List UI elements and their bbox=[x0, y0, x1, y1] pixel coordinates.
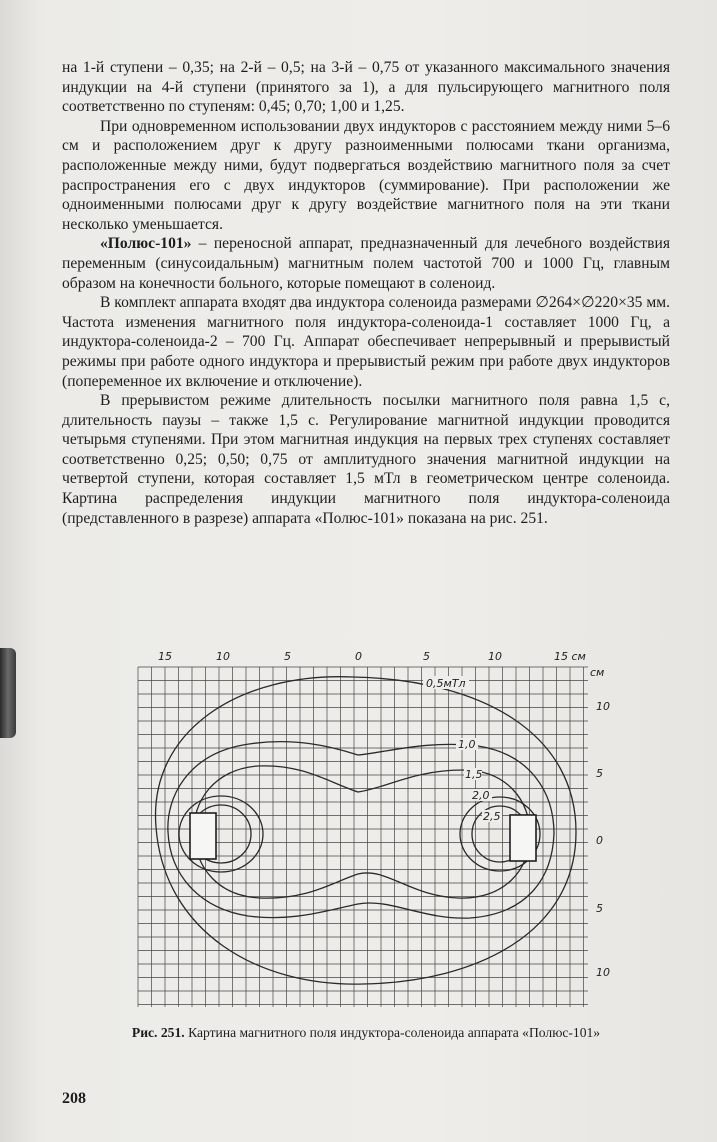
top-label-10-right: 10 bbox=[488, 650, 502, 663]
device-name: «Полюс-101» bbox=[100, 235, 192, 253]
contour-1-5 bbox=[194, 766, 530, 898]
top-label-5-left: 5 bbox=[284, 650, 291, 663]
top-label-15-left: 15 bbox=[158, 650, 172, 663]
contour-label-1-0: 1,0 bbox=[458, 738, 476, 751]
paragraph-1: на 1-й ступени – 0,35; на 2-й – 0,5; на 3-й – 0,75 от указанного максимального значения индукции на 4-й ступени (принятого за 1), а для пульсирующего магнитного поля соответственно по ступеням: 0,45; 0,70; 1,00 и 1,25. bbox=[62, 59, 670, 116]
right-label-5-top: 5 bbox=[596, 767, 603, 780]
contour-label-2-0: 2,0 bbox=[472, 789, 490, 802]
right-label-10-bottom: 10 bbox=[596, 966, 610, 979]
paragraph-3 bbox=[62, 234, 670, 293]
right-label-0: 0 bbox=[596, 834, 603, 847]
magnetic-field-figure bbox=[118, 642, 618, 1022]
top-label-15-right: 15 см bbox=[554, 650, 586, 663]
paragraph-5: В прерывистом режиме длительность посылки магнитного поля равна 1,5 с, длительность паузы – также 1,5 с. Регулирование магнитной индукции проводится четырьмя ступенями. При этом магнитная индукция на первых трех ступенях составляет соответственно 0,25; 0,50; 0,75 от амплитудного значения магнитной индукции на четвертой ступени, которая составляет 1,5 мТл в геометрическом центре соленоида. Картина распределения индукции магнитного поля индуктора-соленоида (представленного в разрезе) аппарата «Полюс-101» показана на рис. 251. bbox=[62, 392, 670, 527]
right-label-5-bottom: 5 bbox=[596, 902, 603, 915]
paragraph-3-text: – переносной аппарат, предназначенный для лечебного воздействия переменным (синусоидальным) магнитным полем частотой 700 и 1000 Гц, главным образом на конечности больного, которые помещают в соленоид. bbox=[62, 235, 670, 292]
contour-label-0-5: 0,5мТл bbox=[426, 677, 466, 690]
body-text bbox=[62, 58, 670, 528]
contour-label-2-5: 2,5 bbox=[483, 810, 501, 823]
right-label-unit: см bbox=[590, 666, 605, 679]
figure-caption bbox=[62, 1024, 670, 1042]
paragraph-4: В комплект аппарата входят два индуктора соленоида размерами ∅264×∅220×35 мм. Частота изменения магнитного поля индуктора-соленоида-1 составляет 1000 Гц, а индуктора-соленоида-2 – 700 Гц. Аппарат обеспечивает непрерывный и прерывистый режимы при работе одного индуктора и прерывистый режим при работе двух индукторов (попеременное их включение и отключение). bbox=[62, 294, 670, 390]
solenoid-section-right bbox=[510, 815, 536, 861]
caption-label: Рис. 251. bbox=[131, 1025, 185, 1040]
binder-clip bbox=[0, 648, 16, 738]
top-label-0: 0 bbox=[355, 650, 362, 663]
top-label-5-right: 5 bbox=[423, 650, 430, 663]
page-number: 208 bbox=[62, 1090, 86, 1107]
paragraph-2: При одновременном использовании двух индукторов с расстоянием между ними 5–6 см и расположением друг к другу разноименными полюсами ткани организма, расположенные между ними, будут подвергаться воздействию магнитного поля за счет распространения его с двух индукторов (суммирование). При расположении же одноименными полюсами друг к другу воздействие магнитного поля на эти ткани несколько уменьшается. bbox=[62, 117, 670, 233]
top-label-10-left: 10 bbox=[216, 650, 230, 663]
contour-label-1-5: 1,5 bbox=[465, 768, 483, 781]
solenoid-section-left bbox=[190, 813, 216, 859]
right-label-10-top: 10 bbox=[596, 700, 610, 713]
caption-text: Картина магнитного поля индуктора-соленоида аппарата «Полюс-101» bbox=[188, 1025, 601, 1040]
